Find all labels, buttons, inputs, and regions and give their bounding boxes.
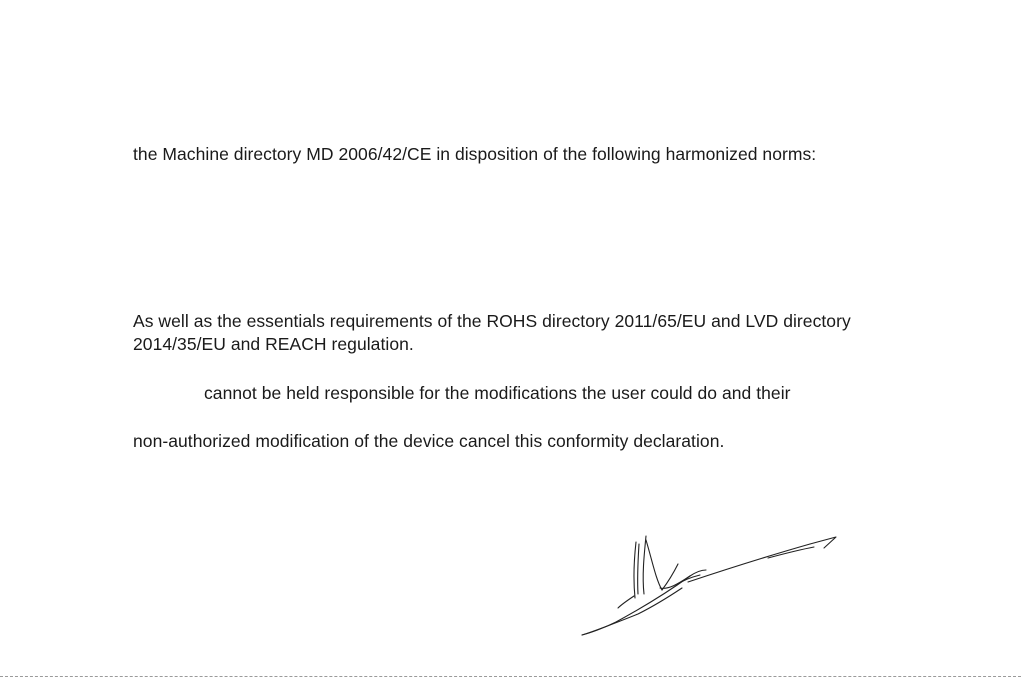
requirements-line-1: As well as the essentials requirements of the ROHS directory 2011/65/EU and LVD directory bbox=[133, 311, 851, 331]
requirements-line-2: 2014/35/EU and REACH regulation. bbox=[133, 334, 414, 354]
page-bottom-edge bbox=[0, 676, 1021, 677]
norms-paragraph: the Machine directory MD 2006/42/CE in disposition of the following harmonized norms: bbox=[133, 144, 817, 164]
responsibility-paragraph: cannot be held responsible for the modifications the user could do and their bbox=[204, 383, 791, 403]
handwritten-signature bbox=[578, 530, 840, 638]
modification-paragraph: non-authorized modification of the device cancel this conformity declaration. bbox=[133, 431, 725, 451]
